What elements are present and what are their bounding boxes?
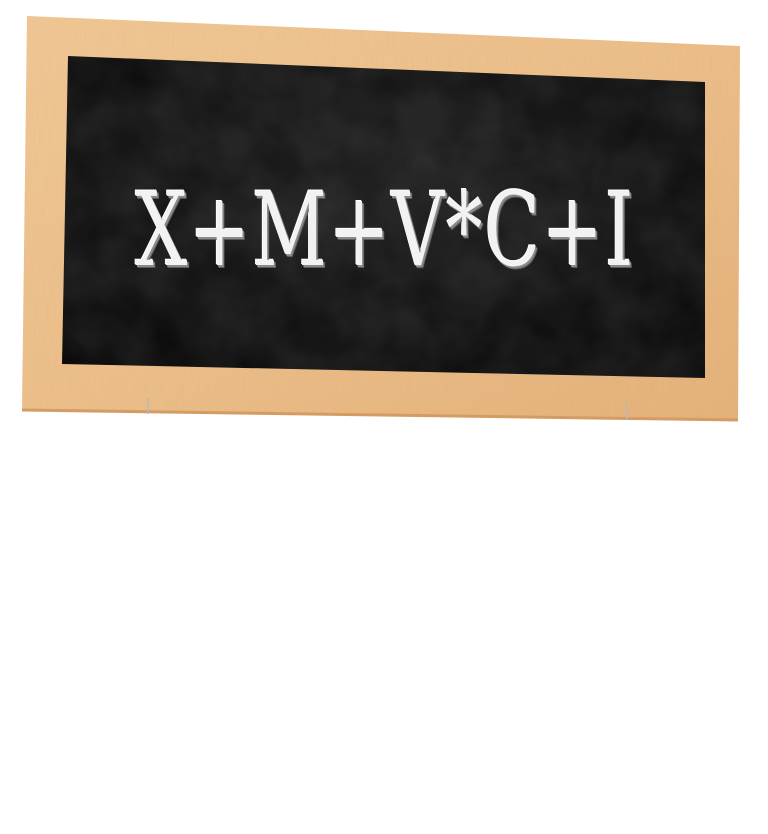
chalk-equation: X+M+V*C+I [135, 170, 636, 290]
